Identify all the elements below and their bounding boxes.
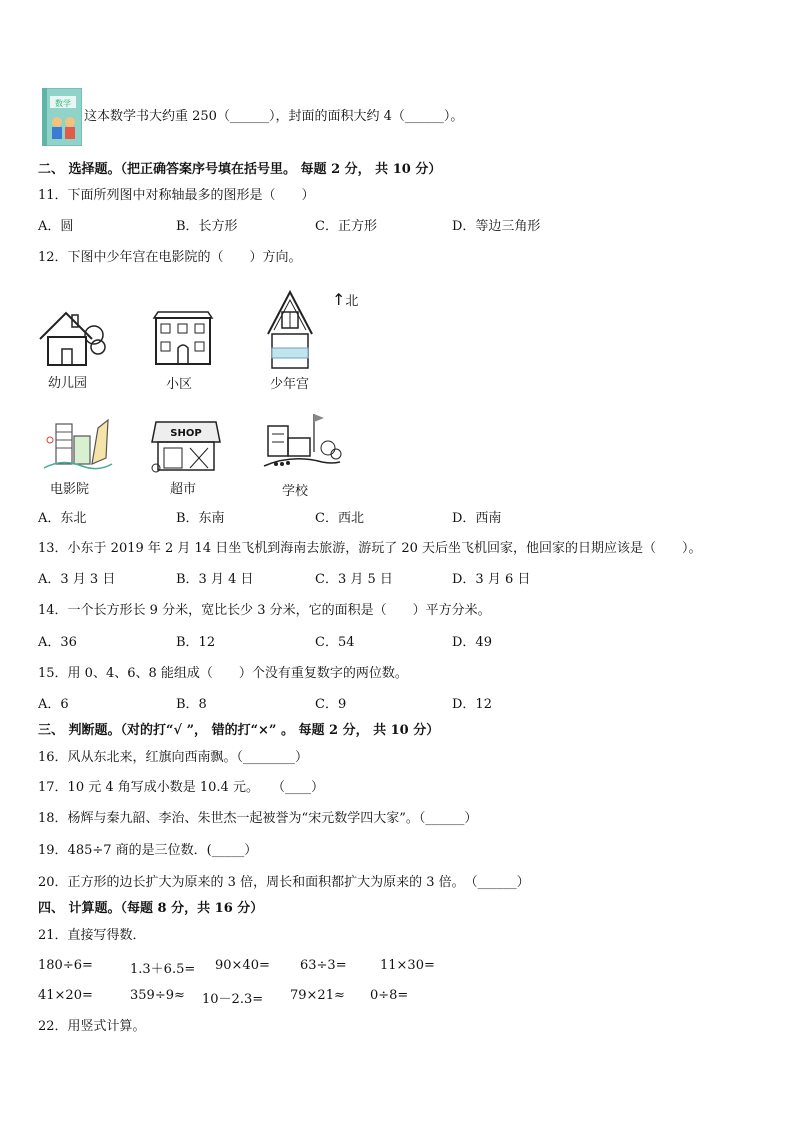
q20: 20．正方形的边长扩大为原来的 3 倍，周长和面积都扩大为原来的 3 倍。 （______） [38, 875, 530, 890]
place-label-residential: 小区 [166, 377, 193, 392]
q11-option-c: C．正方形 [315, 219, 377, 234]
kindergarten-icon [36, 305, 106, 371]
q14-option-c: C．54 [315, 635, 355, 650]
calc-r1-1: 180÷6= [38, 958, 93, 973]
q13-option-b: B．3 月 4 日 [176, 572, 254, 587]
place-label-cinema: 电影院 [50, 482, 90, 497]
q14-option-a: A．36 [38, 635, 77, 650]
q12-stem: 12．下图中少年宫在电影院的（ ）方向。 [38, 250, 302, 265]
school-icon [262, 412, 342, 478]
calc-r2-1: 41×20= [38, 988, 93, 1003]
q12-option-b: B．东南 [176, 511, 225, 526]
calc-r2-5: 0÷8= [370, 988, 409, 1003]
calc-r1-2: 1.3＋6.5= [130, 962, 196, 977]
q19: 19．485÷7 商的是三位数．(_____） [38, 843, 258, 858]
place-label-supermarket: 超市 [170, 482, 197, 497]
q15-option-d: D．12 [452, 697, 492, 712]
q15-option-a: A．6 [38, 697, 69, 712]
q11-option-b: B．长方形 [176, 219, 238, 234]
q16: 16．风从东北来，红旗向西南飘。（________） [38, 750, 309, 765]
calc-r1-4: 63÷3= [300, 958, 347, 973]
shop-sign: SHOP [170, 428, 202, 439]
place-label-kindergarten: 幼儿园 [48, 376, 88, 391]
q13-option-d: D．3 月 6 日 [452, 572, 531, 587]
book-cover-title: 数学 [55, 99, 71, 108]
calc-r1-3: 90×40= [215, 958, 270, 973]
section4-title: 四、 计算题。（每题 8 分，共 16 分） [38, 901, 264, 916]
q13-option-a: A．3 月 3 日 [38, 572, 116, 587]
q13-option-c: C．3 月 5 日 [315, 572, 393, 587]
q15-stem: 15．用 0、4、6、8 能组成（ ）个没有重复数字的两位数。 [38, 666, 408, 681]
math-book-image [42, 88, 82, 146]
section2-title: 二、 选择题。（把正确答案序号填在括号里。 每题 2 分， 共 10 分） [38, 162, 442, 177]
calc-r2-4: 79×21≈ [290, 988, 345, 1003]
place-label-youth-palace: 少年宫 [270, 377, 310, 392]
north-indicator [332, 290, 358, 309]
north-label: 北 [345, 294, 359, 309]
q12-option-d: D．西南 [452, 511, 502, 526]
q11-stem: 11．下面所列图中对称轴最多的图形是（ ） [38, 188, 315, 203]
cinema-icon [42, 418, 114, 478]
q22-stem: 22．用竖式计算。 [38, 1019, 146, 1034]
calc-r2-2: 359÷9≈ [130, 988, 185, 1003]
q17: 17．10 元 4 角写成小数是 10.4 元。 （____） [38, 780, 324, 795]
section3-title: 三、 判断题。（对的打“√ ”， 错的打“×” 。 每题 2 分， 共 10 分） [38, 723, 440, 738]
q12-option-a: A．东北 [38, 511, 87, 526]
q10-text: 这本数学书大约重 250（______），封面的面积大约 4（______）。 [84, 109, 464, 124]
calc-r2-3: 10－2.3= [202, 992, 264, 1007]
q15-option-c: C．9 [315, 697, 347, 712]
q15-option-b: B．8 [176, 697, 207, 712]
supermarket-icon [150, 418, 222, 478]
q14-option-d: D．49 [452, 635, 492, 650]
q13-stem: 13．小东于 2019 年 2 月 14 日坐飞机到海南去旅游，游玩了 20 天后坐飞机回家，他回家的日期应该是（ ）。 [38, 541, 702, 556]
q11-option-d: D．等边三角形 [452, 219, 541, 234]
q14-option-b: B．12 [176, 635, 216, 650]
q11-option-a: A．圆 [38, 219, 74, 234]
arrow-up-icon: ↑ [332, 290, 346, 309]
calc-r1-5: 11×30= [380, 958, 435, 973]
youth-palace-icon [264, 290, 316, 374]
q12-option-c: C．西北 [315, 511, 364, 526]
place-label-school: 学校 [282, 484, 309, 499]
residential-area-icon [152, 310, 214, 370]
q18: 18．杨辉与秦九韶、李治、朱世杰一起被誉为“宋元数学四大家”。（______） [38, 811, 478, 826]
q14-stem: 14．一个长方形长 9 分米，宽比长少 3 分米，它的面积是（ ）平方分米。 [38, 603, 491, 618]
q21-stem: 21．直接写得数． [38, 928, 146, 943]
